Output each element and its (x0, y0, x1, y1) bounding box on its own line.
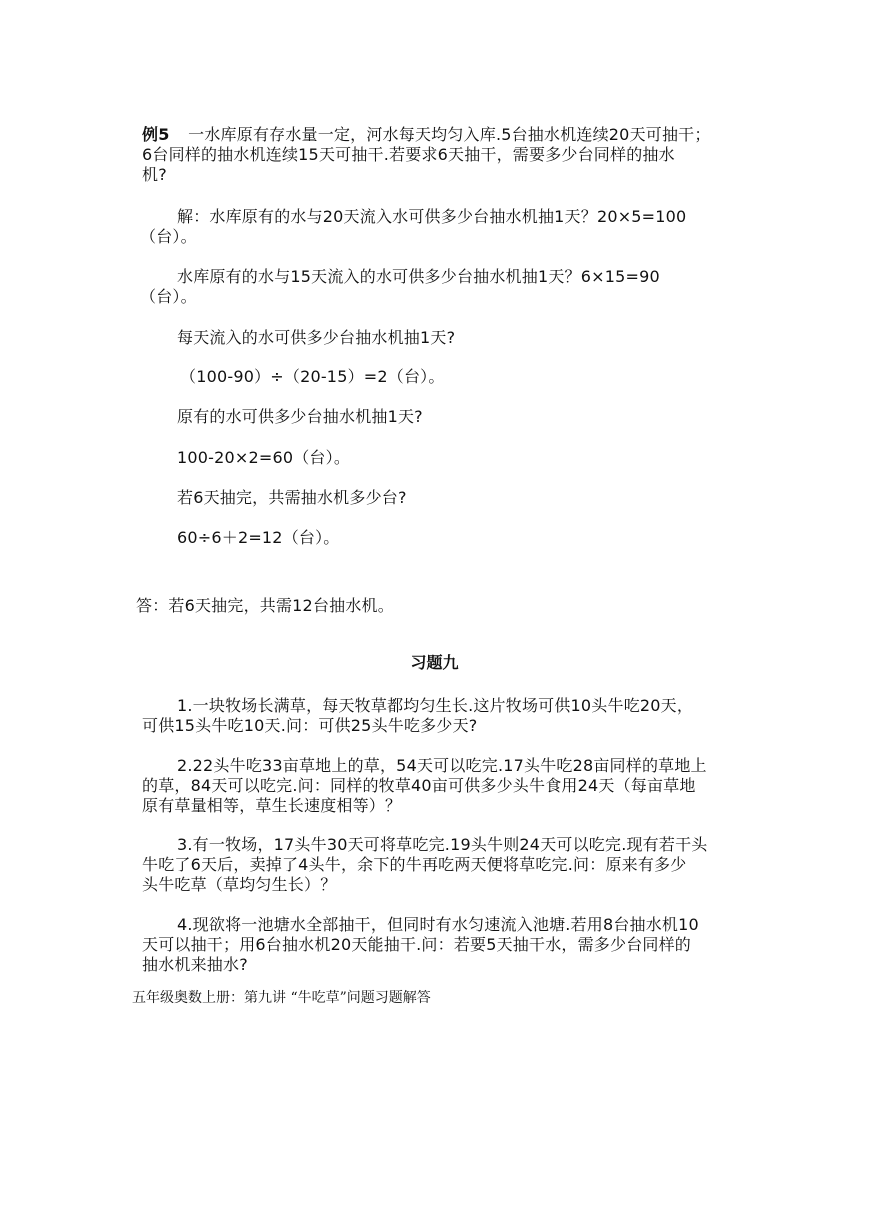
exercise-4-line-1: 4.现欲将一池塘水全部抽干，但同时有水匀速流入池塘.若用8台抽水机10 (177, 915, 699, 934)
exercise-3-line-2: 牛吃了6天后，卖掉了4头牛，余下的牛再吃两天便将草吃完.问：原来有多少 (142, 855, 687, 874)
exercise-1-line-2: 可供15头牛吃10天.问：可供25头牛吃多少天? (142, 716, 478, 735)
example-problem-line-1 (142, 125, 711, 145)
solution-step4-question: 原有的水可供多少台抽水机抽1天? (177, 407, 423, 426)
exercise-2-line-1: 2.22头牛吃33亩草地上的草，54天可以吃完.17头牛吃28亩同样的草地上 (177, 756, 707, 775)
exercise-4-line-3: 抽水机来抽水? (142, 955, 248, 974)
solution-step1-line-1: 解：水库原有的水与20天流入水可供多少台抽水机抽1天？20×5=100 (177, 207, 687, 226)
exercise-2-line-2: 的草，84天可以吃完.问：同样的牧草40亩可供多少头牛食用24天（每亩草地 (142, 776, 696, 795)
solution-step2-line-2: （台）。 (140, 287, 197, 306)
exercise-1-line-1: 1.一块牧场长满草，每天牧草都均匀生长.这片牧场可供10头牛吃20天， (177, 696, 694, 715)
exercise-4-line-2: 天可以抽干；用6台抽水机20天能抽干.问：若要5天抽干水，需多少台同样的 (142, 935, 692, 954)
solution-step3-question: 每天流入的水可供多少台抽水机抽1天? (177, 328, 456, 347)
example-problem-text-1: 一水库原有存水量一定，河水每天均匀入库.5台抽水机连续20天可抽干； (188, 125, 711, 144)
solution-step3-calc: （100-90）÷（20-15）=2（台）。 (180, 367, 445, 386)
exercise-3-line-3: 头牛吃草（草均匀生长）？ (142, 875, 337, 894)
example-problem-line-2: 6台同样的抽水机连续15天可抽干.若要求6天抽干，需要多少台同样的抽水 (142, 145, 675, 164)
solution-step5-calc: 60÷6＋2=12（台）。 (177, 528, 340, 547)
answer-text: 答：若6天抽完，共需12台抽水机。 (136, 596, 394, 615)
example-label: 例5 (142, 125, 170, 144)
solution-step5-question: 若6天抽完，共需抽水机多少台? (177, 488, 407, 507)
exercises-title: 习题九 (410, 653, 459, 672)
exercise-2-line-3: 原有草量相等，草生长速度相等）？ (142, 796, 402, 815)
example-problem-line-3: 机? (142, 165, 167, 184)
exercise-3-line-1: 3.有一牧场，17头牛30天可将草吃完.19头牛则24天可以吃完.现有若干头 (177, 835, 708, 854)
solution-step1-line-2: （台）。 (140, 227, 197, 246)
solution-step4-calc: 100-20×2=60（台）。 (177, 448, 351, 467)
solution-step2-line-1: 水库原有的水与15天流入的水可供多少台抽水机抽1天？6×15=90 (177, 267, 660, 286)
page-footer: 五年级奥数上册：第九讲 “牛吃草”问题习题解答 (132, 990, 431, 1006)
